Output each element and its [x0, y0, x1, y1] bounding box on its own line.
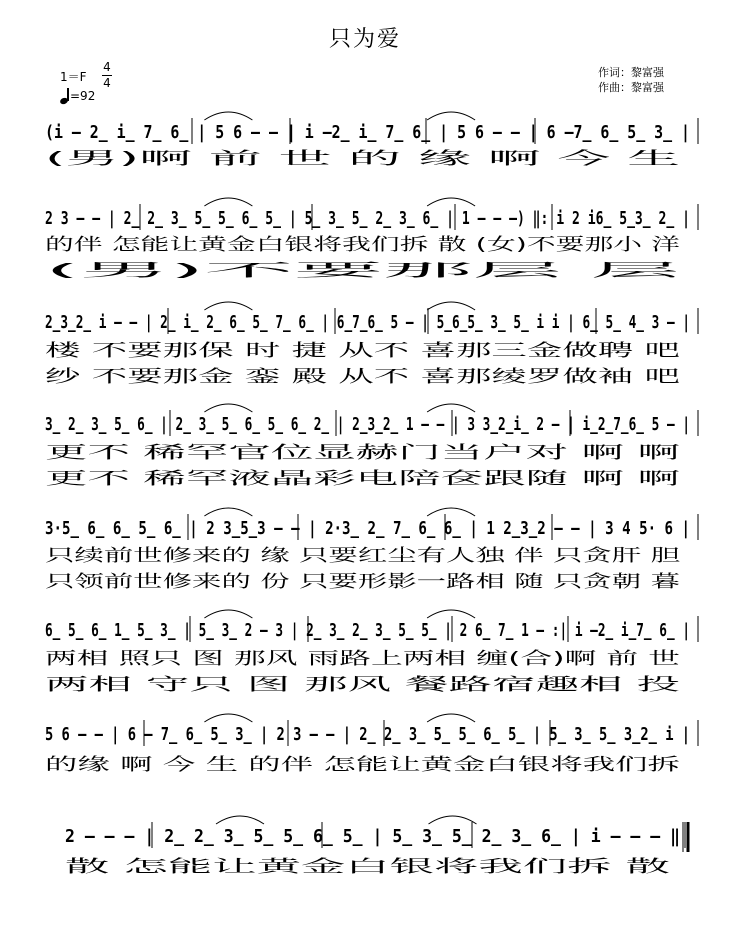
notation-row: 3̲ 2̲ 3̲ 5̲ 6̲ | 2̲ 3̲ 5̲ 6̲ 5̲ 6̲ 2̲ | 2̲3̲2̲ 1 – – | 3 3̲2̲i̲ 2 – | i̲2̲7̲6̲ 5 – | [45, 414, 690, 435]
lyric-line: 更不 稀罕官位显赫门当户对 啊 啊 [45, 443, 680, 463]
slur-arc [427, 198, 475, 206]
time-signature-top: 4 [103, 60, 111, 74]
slur-arc [427, 508, 475, 516]
slur-arc [427, 404, 475, 412]
notation-row: 6̲ 5̲ 6̲ 1̲ 5̲ 3̲ | 5̲ 3̲ 2 – 3 | 2̲ 3̲ 2̲ 3̲ 5̲ 5̲ | 2 6̲ 7̲ 1 – :| i –2̲ i̲7̲ 6̲ | [45, 620, 690, 641]
slur-arc [204, 198, 252, 206]
slur-arc [204, 112, 252, 120]
time-signature-bottom: 4 [103, 76, 111, 90]
notation-row: 2 3 – – | 2̲ 2̲ 3̲ 5̲ 5̲ 6̲ 5̲ | 5̲ 3̲ 5̲ 2̲ 3̲ 6̲ | 1 – – –) ‖: i 2 i6̲ 5̲3̲ 2̲ | [45, 208, 690, 229]
slur-arc [204, 404, 252, 412]
lyric-line: 的缘 啊 今 生 的伴 怎能让黄金白银将我们拆 [45, 755, 680, 775]
lyric-line: (男)啊 前 世 的 缘 啊 今 生 [45, 149, 680, 169]
slur-arc [427, 610, 475, 618]
notation-row: 5 6 – – | 6 – 7̲ 6̲ 5̲ 3̲ | 2 3 – – | 2̲ 2̲ 3̲ 5̲ 5̲ 6̲ 5̲ | 5̲ 3̲ 5̲ 3̲2̲ i | [45, 724, 690, 745]
slur-arc [427, 302, 475, 310]
composer-credit: 作曲：黎富强 [598, 81, 664, 94]
slur-arc [427, 714, 475, 722]
lyric-line: (男)不要那层 层 [45, 261, 680, 281]
slur-arc [204, 714, 252, 722]
slur-arc [429, 816, 477, 824]
lyric-line: 更不 稀罕液晶彩电陪奁跟随 啊 啊 [45, 469, 680, 489]
lyric-line: 只续前世修来的 缘 只要红尘有人独 伴 只贪肝 胆 [45, 546, 680, 566]
page-title: 只为爱 [328, 27, 401, 52]
lyricist-credit: 作词：黎富强 [598, 66, 664, 79]
slur-arc [204, 508, 252, 516]
notation-row: (i – 2̲ i̲ 7̲ 6̲ | 5 6 – – | i –2̲ i̲ 7̲ 6̲ | 5 6 – – | 6 –7̲ 6̲ 5̲ 3̲ | [45, 122, 690, 143]
slur-arc [427, 112, 475, 120]
lyric-line: 两相 照只 图 那风 雨路上两相 缠(合)啊 前 世 [45, 649, 680, 669]
lyric-line: 楼 不要那保 时 捷 从不 喜那三金做聘 吧 [45, 341, 680, 361]
lyric-line: 只领前世修来的 份 只要形影一路相 随 只贪朝 暮 [45, 572, 680, 592]
slur-arc [204, 610, 252, 618]
notation-row: 2 – – – | 2̲ 2̲ 3̲ 5̲ 5̲ 6̲ 5̲ | 5̲ 3̲ 5̲ 2̲ 3̲ 6̲ | i – – – ‖ [65, 826, 680, 847]
lyric-line: 散 怎能让黄金白银将我们拆 散 [65, 857, 670, 877]
slur-arc [216, 816, 264, 824]
key-signature: 1＝F [60, 70, 87, 84]
notation-row: 3·5̲ 6̲ 6̲ 5̲ 6̲ | 2 3̲5̲3 – – | 2·3̲ 2̲ 7̲ 6̲ 6̲ | 1 2̲3̲2 – – | 3 4 5· 6 | [45, 518, 690, 539]
tempo-value: =92 [70, 89, 96, 103]
lyric-line: 两相 守只 图 那风 餐路宿趣相 投 [45, 675, 294, 695]
lyric-line: 纱 不要那金 銮 殿 从不 喜那绫罗做袖 吧 [45, 367, 680, 387]
notation-row: 2̲3̲2̲ i – – | 2̲ i̲ 2̲ 6̲ 5̲ 7̲ 6̲ | 6̲7̲6̲ 5 – | 5̲6̲5̲ 3̲ 5̲ i i | 6̲ 5̲ 4̲ 3 – | [45, 312, 690, 333]
lyric-line: 的伴 怎能让黄金白银将我们拆 散 (女)不要那小 洋 [45, 235, 680, 255]
slur-arc [204, 302, 252, 310]
